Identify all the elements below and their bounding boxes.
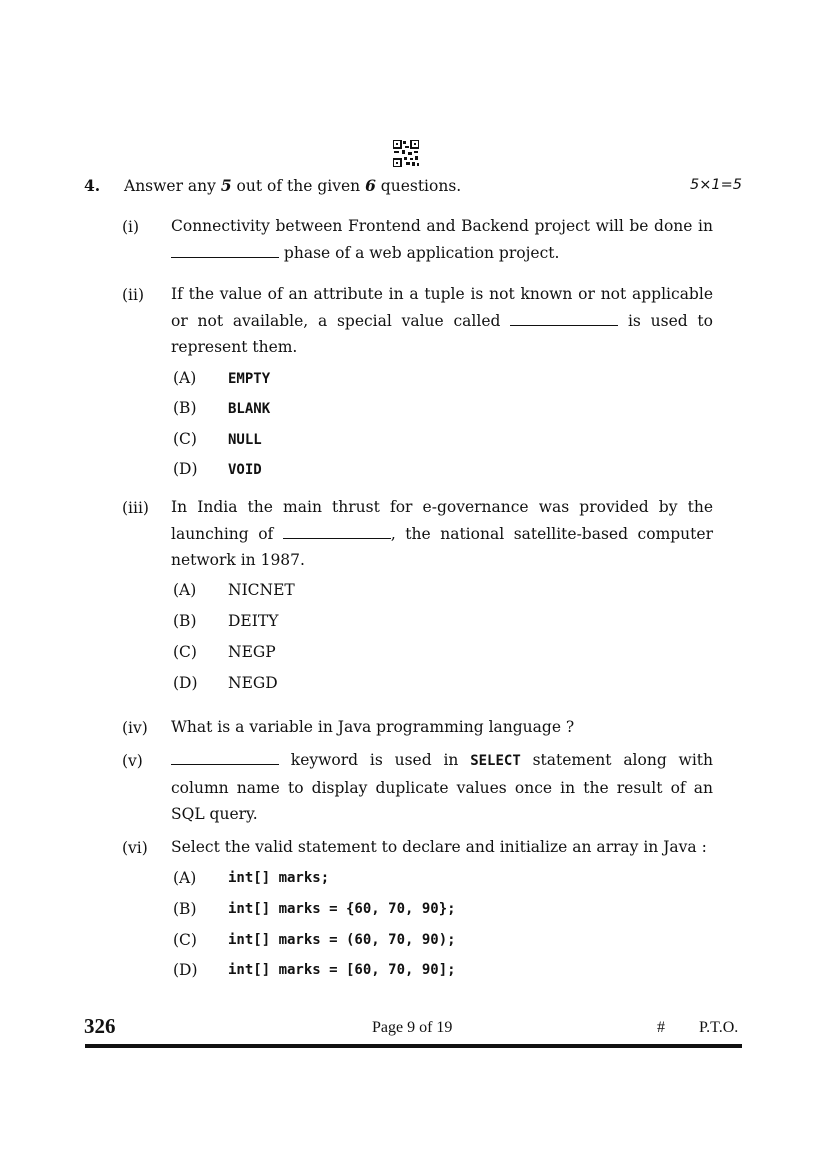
item-text: In India the main thrust for e-governance was provided by the launching of , the national satellite-based computer network in 1987. — [171, 498, 713, 570]
qr-code-icon — [393, 140, 419, 167]
option-letter: (C) — [173, 931, 197, 949]
option-letter: (C) — [173, 643, 197, 661]
item-text: What is a variable in Java programming language ? — [171, 718, 575, 736]
footer-rule — [85, 1044, 742, 1048]
option-text: EMPTY — [228, 371, 271, 387]
marks: 5×1=5 — [690, 177, 742, 193]
item-text: keyword is used in SELECT statement along with column name to display duplicate values once in the result of an SQL query. — [171, 751, 713, 824]
option-text: int[] marks = {60, 70, 90}; — [228, 901, 456, 917]
item-label: (i) — [122, 218, 140, 236]
option-text: int[] marks = (60, 70, 90); — [228, 932, 456, 948]
item-label: (v) — [122, 752, 143, 770]
option-text: BLANK — [228, 401, 271, 417]
option-text: NICNET — [228, 581, 295, 599]
hash-mark: # — [657, 1019, 665, 1036]
item-text: Connectivity between Frontend and Backend project will be done in phase of a web application project. — [171, 217, 713, 262]
question-instruction: Answer any 5 out of the given 6 questions. — [124, 176, 462, 195]
option-text: int[] marks = [60, 70, 90]; — [228, 962, 456, 978]
option-letter: (B) — [173, 399, 197, 417]
option-letter: (D) — [173, 961, 198, 979]
item-label: (ii) — [122, 286, 145, 304]
item-text: Select the valid statement to declare and initialize an array in Java : — [171, 838, 707, 856]
answer-blank — [283, 524, 391, 539]
answer-blank — [171, 750, 279, 765]
answer-blank — [171, 243, 279, 258]
page-number: Page 9 of 19 — [372, 1019, 453, 1036]
option-letter: (B) — [173, 612, 197, 630]
option-text: VOID — [228, 462, 262, 478]
answer-blank — [510, 311, 618, 326]
item-label: (iv) — [122, 719, 148, 737]
option-text: int[] marks; — [228, 870, 330, 886]
option-letter: (B) — [173, 900, 197, 918]
item-label: (vi) — [122, 839, 148, 857]
question-number: 4. — [84, 176, 101, 195]
option-letter: (A) — [173, 369, 197, 387]
pto-label: P.T.O. — [699, 1019, 739, 1036]
option-letter: (D) — [173, 674, 198, 692]
option-letter: (A) — [173, 869, 197, 887]
option-text: NEGP — [228, 643, 276, 661]
option-letter: (A) — [173, 581, 197, 599]
option-letter: (C) — [173, 430, 197, 448]
paper-code: 326 — [84, 1014, 116, 1038]
item-label: (iii) — [122, 499, 149, 517]
option-text: NULL — [228, 432, 262, 448]
option-text: NEGD — [228, 674, 278, 692]
option-letter: (D) — [173, 460, 198, 478]
item-text: If the value of an attribute in a tuple is not known or not applicable or not available, a special value called is used to represent them. — [171, 285, 713, 357]
option-text: DEITY — [228, 612, 279, 630]
